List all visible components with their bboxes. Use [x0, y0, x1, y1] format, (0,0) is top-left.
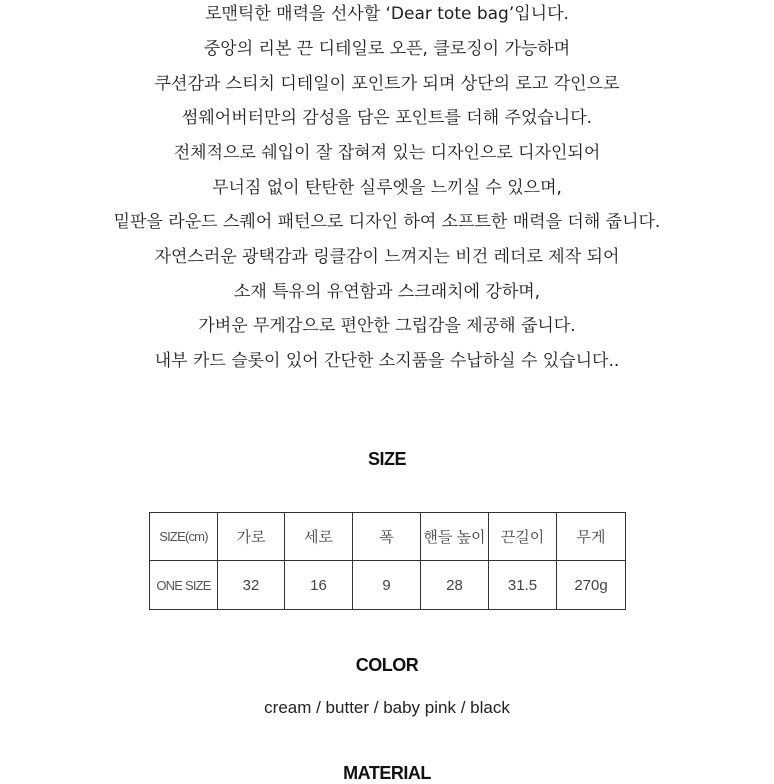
- size-table-header-cell: 세로: [285, 513, 353, 561]
- size-table-header-cell: 가로: [218, 513, 285, 561]
- size-table-cell: 28: [421, 561, 489, 610]
- size-table-header-cell: 폭: [353, 513, 421, 561]
- color-options: cream / butter / baby pink / black: [264, 698, 510, 717]
- description-line: 전체적으로 쉐입이 잘 잡혀져 있는 디자인으로 디자인되어: [173, 143, 601, 163]
- size-table-cell: 32: [218, 561, 285, 610]
- size-table-cell: ONE SIZE: [150, 561, 218, 610]
- description-line: 소재 특유의 유연함과 스크래치에 강하며,: [233, 282, 541, 302]
- size-table-header-cell: 핸들 높이: [421, 513, 489, 561]
- size-table-header-row: [150, 513, 626, 561]
- description-line: 밑판을 라운드 스퀘어 패턴으로 디자인 하여 소프트한 매력을 더해 줍니다.: [113, 212, 661, 232]
- description-line: 썸웨어버터만의 감성을 담은 포인트를 더해 주었습니다.: [181, 108, 593, 128]
- material-section-title: MATERIAL: [343, 763, 431, 783]
- description-line: 내부 카드 슬롯이 있어 간단한 소지품을 수납하실 수 있습니다..: [154, 351, 620, 371]
- size-table: [149, 512, 626, 610]
- size-table-header-cell: 끈길이: [489, 513, 557, 561]
- color-section-title: COLOR: [355, 655, 419, 675]
- size-table-row: [150, 561, 626, 610]
- size-table-cell: 9: [353, 561, 421, 610]
- description-line: 중앙의 리본 끈 디테일로 오픈, 클로징이 가능하며: [203, 39, 571, 59]
- size-section-title: SIZE: [367, 449, 406, 469]
- size-table-header-cell: 무게: [557, 513, 626, 561]
- description-line: 무너짐 없이 탄탄한 실루엣을 느끼실 수 있으며,: [212, 178, 562, 198]
- size-table-cell: 16: [285, 561, 353, 610]
- description-line: 로맨틱한 매력을 선사할 ‘Dear tote bag’입니다.: [205, 4, 569, 24]
- description-line: 자연스러운 광택감과 링클감이 느껴지는 비건 레더로 제작 되어: [154, 247, 620, 267]
- description-line: 가벼운 무게감으로 편안한 그립감을 제공해 줍니다.: [198, 316, 576, 336]
- size-table-cell: 31.5: [489, 561, 557, 610]
- size-table-header-cell: SIZE(cm): [150, 513, 218, 561]
- description-line: 쿠션감과 스티치 디테일이 포인트가 되며 상단의 로고 각인으로: [154, 74, 620, 94]
- size-table-cell: 270g: [557, 561, 626, 610]
